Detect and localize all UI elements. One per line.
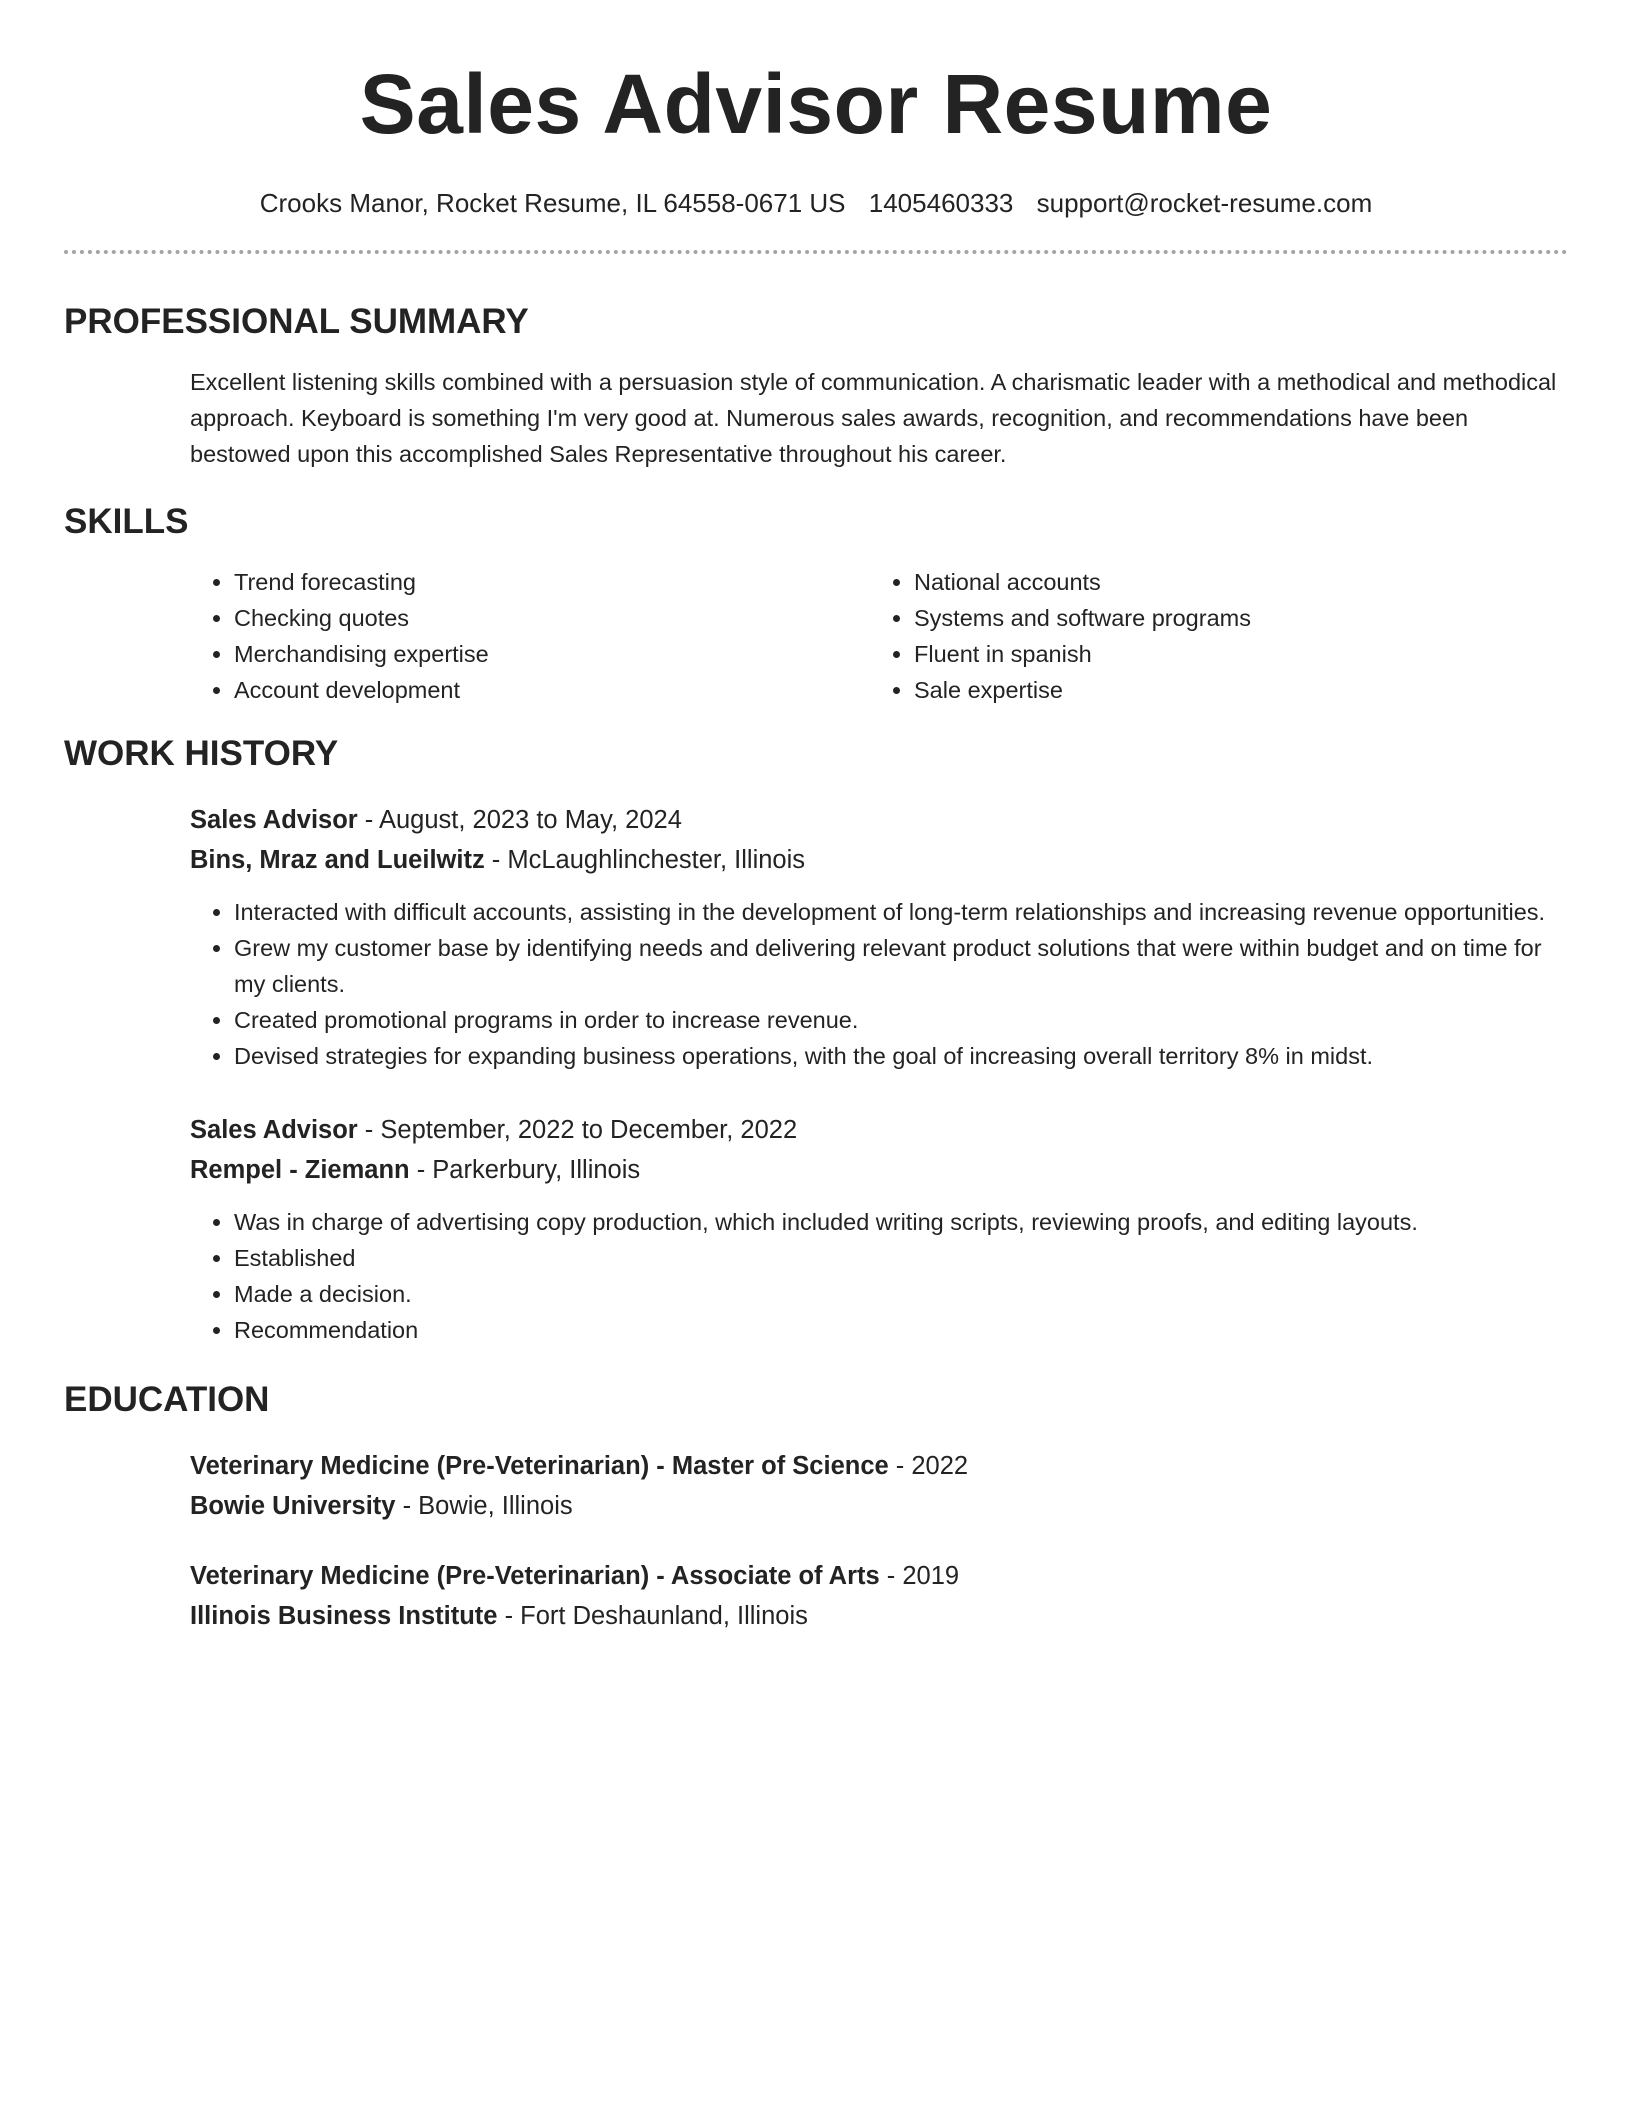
job-dates: - September, 2022 to December, 2022 <box>357 1116 798 1144</box>
job-duty: • Was in charge of advertising copy production, which included writing scripts, reviewing proofs, and editing layouts. <box>234 1204 1568 1240</box>
skill-item: • Merchandising expertise <box>234 636 870 672</box>
school-line <box>190 1486 1568 1526</box>
job-title-line <box>190 800 1568 840</box>
skill-item: • Systems and software programs <box>914 600 1550 636</box>
job-title-line <box>190 1110 1568 1150</box>
education-entry <box>190 1556 1568 1636</box>
contact-info <box>64 186 1568 220</box>
job-entry <box>190 800 1568 1074</box>
skill-item: • Fluent in spanish <box>914 636 1550 672</box>
skills-heading: SKILLS <box>64 502 189 541</box>
job-dates: - August, 2023 to May, 2024 <box>357 806 682 834</box>
summary-text: Excellent listening skills combined with a persuasion style of communication. A charismatic leader with a methodical and methodical approach. Keyboard is something I'm very good at. Numerous sales awards, recognition, and recommendations have been bestowed upon this accomplished Sales Representative throughout his career. <box>190 369 1557 467</box>
skills-list-right <box>870 564 1550 708</box>
job-duty: • Grew my customer base by identifying needs and delivering relevant product solutions that were within budget and on time for my clients. <box>234 930 1568 1002</box>
degree-year: - 2022 <box>888 1452 969 1480</box>
job-title: Sales Advisor <box>190 806 358 834</box>
summary-heading: PROFESSIONAL SUMMARY <box>64 302 529 341</box>
resume-page <box>64 0 1568 1636</box>
education-entry <box>190 1446 1568 1526</box>
degree-line <box>190 1446 1568 1486</box>
job-duty: • Established <box>234 1240 1568 1276</box>
contact-address: Crooks Manor, Rocket Resume, IL 64558-0671 US <box>259 188 846 218</box>
skill-item: • Checking quotes <box>234 600 870 636</box>
degree-line <box>190 1556 1568 1596</box>
work-history-heading: WORK HISTORY <box>64 734 339 773</box>
professional-summary-section <box>64 300 1568 472</box>
school-location: - Fort Deshaunland, Illinois <box>497 1602 808 1630</box>
job-location: - McLaughlinchester, Illinois <box>484 846 806 874</box>
education-section <box>64 1378 1568 1636</box>
school-location: - Bowie, Illinois <box>395 1492 573 1520</box>
degree-year: - 2019 <box>879 1562 960 1590</box>
job-duty: • Devised strategies for expanding business operations, with the goal of increasing overall territory 8% in midst. <box>234 1038 1568 1074</box>
job-duty: • Recommendation <box>234 1312 1568 1348</box>
skill-item: • Trend forecasting <box>234 564 870 600</box>
job-duties <box>190 894 1568 1074</box>
contact-phone: 1405460333 <box>868 188 1014 218</box>
job-company: Rempel - Ziemann <box>190 1156 410 1184</box>
school-name: Bowie University <box>190 1492 396 1520</box>
degree-name: Veterinary Medicine (Pre-Veterinarian) - Associate of Arts <box>190 1562 880 1590</box>
work-history-section <box>64 732 1568 1348</box>
job-duty: • Interacted with difficult accounts, assisting in the development of long-term relationships and increasing revenue opportunities. <box>234 894 1568 930</box>
skills-section <box>64 500 1568 708</box>
skills-list-left <box>190 564 870 708</box>
degree-name: Veterinary Medicine (Pre-Veterinarian) - Master of Science <box>190 1452 889 1480</box>
job-company-line <box>190 840 1568 880</box>
resume-title: Sales Advisor Resume <box>359 57 1273 151</box>
school-line <box>190 1596 1568 1636</box>
job-title: Sales Advisor <box>190 1116 358 1144</box>
job-entry <box>190 1110 1568 1348</box>
skill-item: • National accounts <box>914 564 1550 600</box>
skill-item: • Account development <box>234 672 870 708</box>
job-company-line <box>190 1150 1568 1190</box>
skill-item: • Sale expertise <box>914 672 1550 708</box>
job-duty: • Created promotional programs in order to increase revenue. <box>234 1002 1568 1038</box>
header-divider <box>64 250 1568 254</box>
school-name: Illinois Business Institute <box>190 1602 498 1630</box>
job-location: - Parkerbury, Illinois <box>409 1156 641 1184</box>
job-duties <box>190 1204 1568 1348</box>
job-company: Bins, Mraz and Lueilwitz <box>190 846 485 874</box>
job-duty: • Made a decision. <box>234 1276 1568 1312</box>
contact-email: support@rocket-resume.com <box>1036 188 1373 218</box>
education-heading: EDUCATION <box>64 1380 270 1419</box>
